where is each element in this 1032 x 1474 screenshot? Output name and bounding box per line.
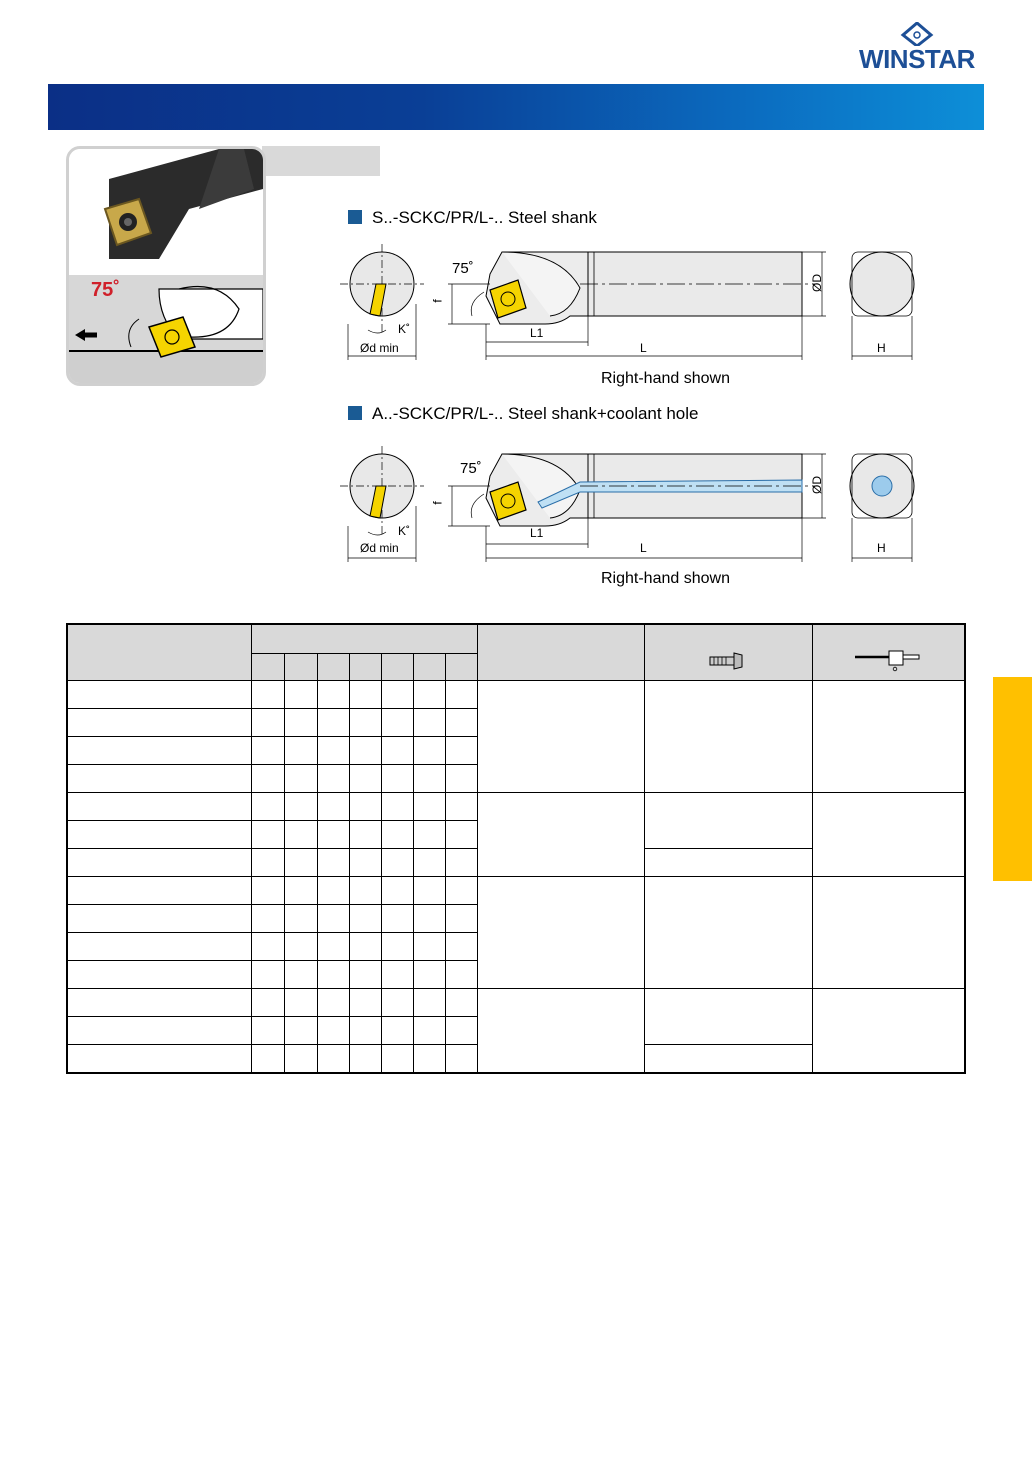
winstar-logo <box>846 22 988 74</box>
dim-subheader-cell <box>252 654 285 681</box>
s-diameter-label: ØD <box>810 274 824 292</box>
table-row <box>67 989 965 1017</box>
wrench-header <box>812 624 965 681</box>
designation-header <box>67 624 252 681</box>
section-s-title: S..-SCKC/PR/L-.. Steel shank <box>372 208 597 227</box>
dim-subheader-cell <box>381 654 413 681</box>
table-row <box>67 877 965 905</box>
s-f-label: f <box>430 299 445 303</box>
drawing-coolant-shank <box>340 446 920 566</box>
a-caption: Right-hand shown <box>601 570 730 587</box>
s-caption: Right-hand shown <box>601 370 730 387</box>
a-kappa-label: K˚ <box>398 524 410 538</box>
title-banner <box>48 84 984 130</box>
product-photo <box>66 146 266 386</box>
table-row <box>67 681 965 709</box>
brand-name: WINSTAR <box>859 44 975 74</box>
screw-header <box>645 624 813 681</box>
spec-table <box>66 623 966 1074</box>
chapter-side-tab[interactable] <box>993 677 1032 881</box>
dim-subheader-cell <box>349 654 381 681</box>
section-a-title: A..-SCKC/PR/L-.. Steel shank+coolant hole <box>372 404 699 423</box>
dim-subheader-cell <box>446 654 478 681</box>
s-l-label: L <box>640 341 647 355</box>
insert-header <box>478 624 645 681</box>
s-dmin-label: Ød min <box>360 341 399 355</box>
table-row <box>67 793 965 821</box>
a-diameter-label: ØD <box>810 476 824 494</box>
dim-subheader-cell <box>414 654 446 681</box>
s-l1-label: L1 <box>530 326 544 340</box>
a-angle-label: 75˚ <box>460 460 482 477</box>
table-header-row <box>67 624 965 654</box>
dim-subheader-cell <box>317 654 349 681</box>
drawing-steel-shank <box>340 244 920 364</box>
s-angle-label: 75˚ <box>452 260 474 277</box>
a-h-label: H <box>877 541 886 555</box>
wrench-icon <box>853 649 923 673</box>
dim-subheader-cell <box>285 654 317 681</box>
s-h-label: H <box>877 341 886 355</box>
section-s-heading <box>348 208 597 228</box>
s-kappa-label: K˚ <box>398 322 410 336</box>
a-dmin-label: Ød min <box>360 541 399 555</box>
section-a-heading <box>348 404 698 424</box>
grey-header-tab <box>262 146 380 176</box>
logo-mark-icon <box>846 22 988 46</box>
section-square-icon <box>348 210 362 224</box>
screw-icon <box>708 649 748 673</box>
approach-angle-label: 75˚ <box>91 279 120 301</box>
a-f-label: f <box>430 501 445 505</box>
dimensions-header <box>252 624 478 654</box>
a-l-label: L <box>640 541 647 555</box>
a-l1-label: L1 <box>530 526 544 540</box>
section-square-icon <box>348 406 362 420</box>
